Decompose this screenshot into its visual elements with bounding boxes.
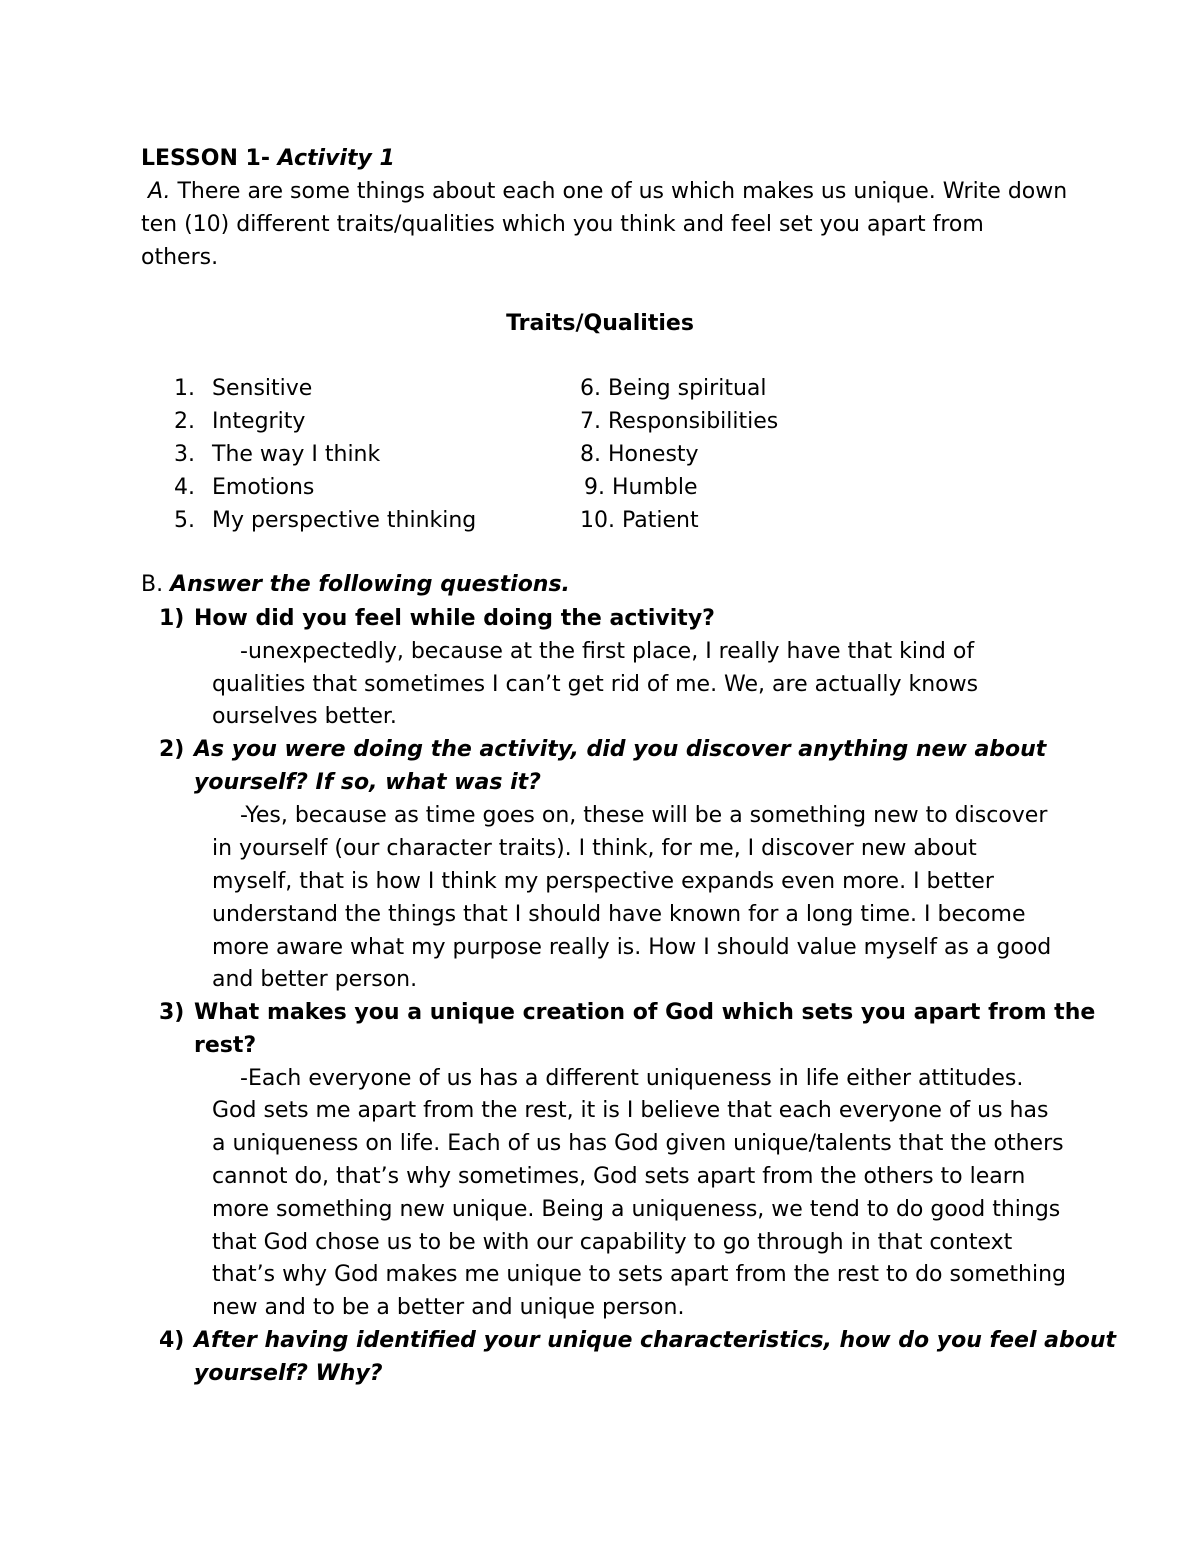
q3-question-line-1: What makes you a unique creation of God which sets you apart from the [194,1000,1096,1025]
trait-num-2: 2. [174,409,195,434]
q4-question-line-1: After having identified your unique characteristics, how do you feel about [194,1328,1117,1353]
q2-answer-line-5: more aware what my purpose really is. How I should value myself as a good [212,935,1052,960]
part-b-heading [141,574,570,596]
part-b-title: Answer the following questions. [170,572,570,597]
part-b-letter: B. [141,572,164,597]
trait-item-8: 8. Honesty [580,442,699,467]
q3-answer-line-2: God sets me apart from the rest, it is I believe that each everyone of us has [212,1098,1049,1123]
q1-answer-line-2: qualities that sometimes I can’t get rid of me. We, are actually knows [212,672,979,697]
traits-title: Traits/Qualities [506,311,694,336]
trait-item-6: 6. Being spiritual [580,376,767,401]
q4-number: 4) [159,1328,185,1353]
q1-answer-line-1: -unexpectedly, because at the first place, I really have that kind of [240,639,975,664]
trait-num-5: 5. [174,508,195,533]
trait-item-10: 10. Patient [580,508,699,533]
q3-answer-line-3: a uniqueness on life. Each of us has God given unique/talents that the others [212,1131,1064,1156]
trait-num-3: 3. [174,442,195,467]
trait-item-4: Emotions [212,475,315,500]
q1-answer-line-3: ourselves better. [212,704,397,729]
q2-number: 2) [159,737,185,762]
q2-answer-line-1: -Yes, because as time goes on, these will be a something new to discover [240,803,1048,828]
trait-num-4: 4. [174,475,195,500]
part-a-letter: A. [148,179,171,204]
q3-answer-line-7: that’s why God makes me unique to sets apart from the rest to do something [212,1262,1066,1287]
q2-answer-line-2: in yourself (our character traits). I think, for me, I discover new about [212,836,977,861]
q2-answer-line-3: myself, that is how I think my perspective expands even more. I better [212,869,994,894]
q2-answer-line-4: understand the things that I should have known for a long time. I become [212,902,1026,927]
q2-question-line-2: yourself? If so, what was it? [194,770,541,795]
activity-label: Activity 1 [277,146,395,171]
trait-item-3: The way I think [212,442,381,467]
q2-answer-line-6: and better person. [212,967,418,992]
q3-answer-line-1: -Each everyone of us has a different uniqueness in life either attitudes. [240,1066,1024,1091]
q3-answer-line-8: new and to be a better and unique person. [212,1295,685,1320]
trait-item-1: Sensitive [212,376,313,401]
trait-num-1: 1. [174,376,195,401]
trait-item-2: Integrity [212,409,306,434]
q4-question-line-2: yourself? Why? [194,1361,383,1386]
q3-answer-line-5: more something new unique. Being a uniqueness, we tend to do good things [212,1197,1061,1222]
part-a-line-2: ten (10) different traits/qualities which you think and feel set you apart from [141,212,984,237]
lesson-heading [141,148,395,170]
q3-number: 3) [159,1000,185,1025]
q3-answer-line-6: that God chose us to be with our capability to go through in that context [212,1230,1013,1255]
q3-answer-line-4: cannot do, that’s why sometimes, God sets apart from the others to learn [212,1164,1026,1189]
q2-question-line-1: As you were doing the activity, did you discover anything new about [194,737,1047,762]
q3-question-line-2: rest? [194,1033,257,1058]
trait-item-5: My perspective thinking [212,508,477,533]
lesson-label: LESSON 1- [141,146,278,171]
q1-number: 1) [159,606,185,631]
q1-question: How did you feel while doing the activity? [194,606,715,631]
trait-item-7: 7. Responsibilities [580,409,779,434]
part-a-line-1 [141,181,1067,203]
part-a-line-3: others. [141,245,219,270]
part-a-text-1: There are some things about each one of us which makes us unique. Write down [170,179,1068,204]
trait-item-9: 9. Humble [584,475,698,500]
